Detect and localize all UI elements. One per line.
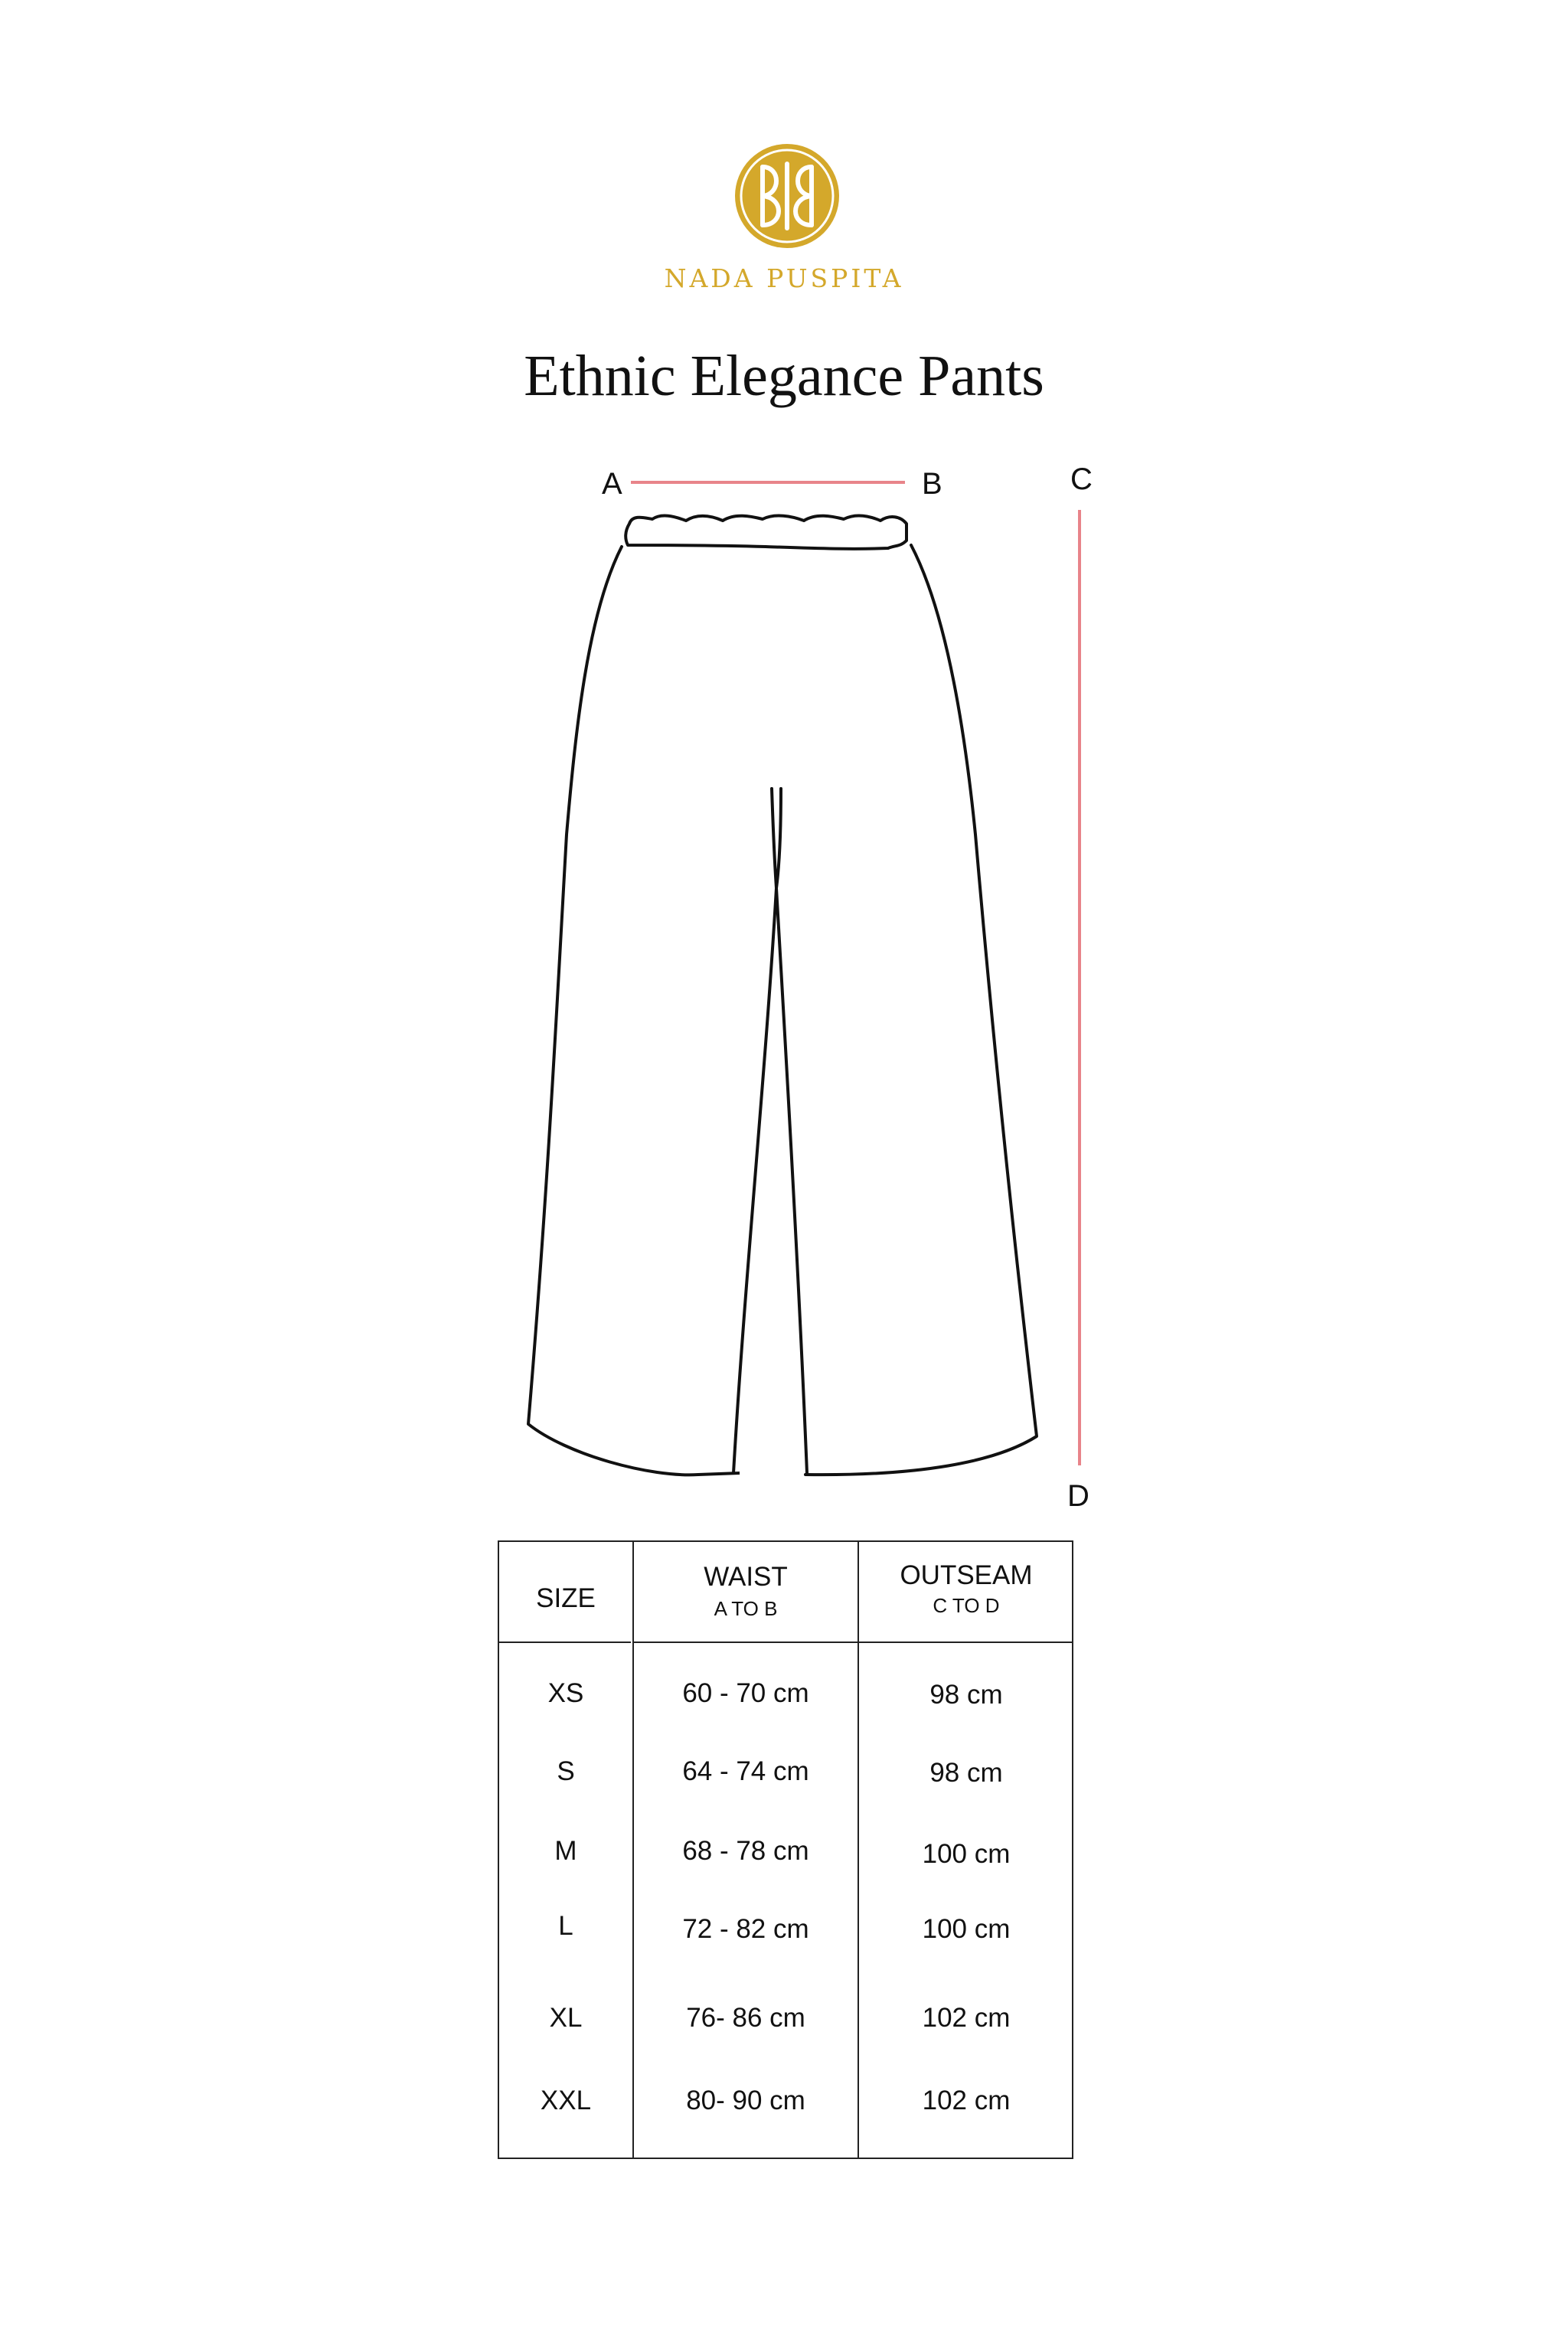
brand-logo-icon [732,141,842,251]
row-size: S [557,1756,575,1786]
row-outseam: 102 cm [922,2003,1011,2033]
row-outseam: 100 cm [922,1839,1011,1869]
row-waist: 76- 86 cm [686,2003,805,2033]
row-waist: 80- 90 cm [686,2086,805,2115]
header-separator [499,1642,631,1643]
row-outseam: 100 cm [922,1914,1011,1944]
row-size: XL [549,2003,583,2033]
pants-right-leg-outline [805,545,1037,1475]
row-waist: 64 - 74 cm [682,1756,809,1786]
size-table [498,1540,1073,2159]
header-waist: WAIST [704,1562,788,1592]
row-outseam: 102 cm [922,2086,1011,2115]
label-d: D [1067,1479,1089,1513]
label-b: B [922,467,942,501]
pants-inner-seam-right [776,789,807,1473]
row-waist: 60 - 70 cm [682,1678,809,1708]
pants-inner-seam-left [733,789,776,1473]
pants-left-leg-outline [528,547,698,1475]
header-separator [634,1642,1073,1643]
row-waist: 68 - 78 cm [682,1836,809,1866]
row-outseam: 98 cm [929,1680,1003,1710]
header-outseam: OUTSEAM [900,1560,1033,1590]
product-title: Ethnic Elegance Pants [524,344,1044,408]
row-size: XXL [540,2086,592,2115]
row-size: XS [547,1678,584,1708]
row-outseam: 98 cm [929,1758,1003,1788]
row-size: L [558,1911,573,1941]
row-waist: 72 - 82 cm [682,1914,809,1944]
header-outseam-sub: C TO D [933,1594,1000,1617]
label-c: C [1070,462,1093,496]
header-waist-sub: A TO B [714,1597,778,1620]
waistband-outline [626,516,906,549]
brand-name: NADA PUSPITA [664,263,904,293]
label-a: A [602,467,622,501]
header-size: SIZE [536,1583,596,1613]
row-size: M [554,1836,577,1866]
